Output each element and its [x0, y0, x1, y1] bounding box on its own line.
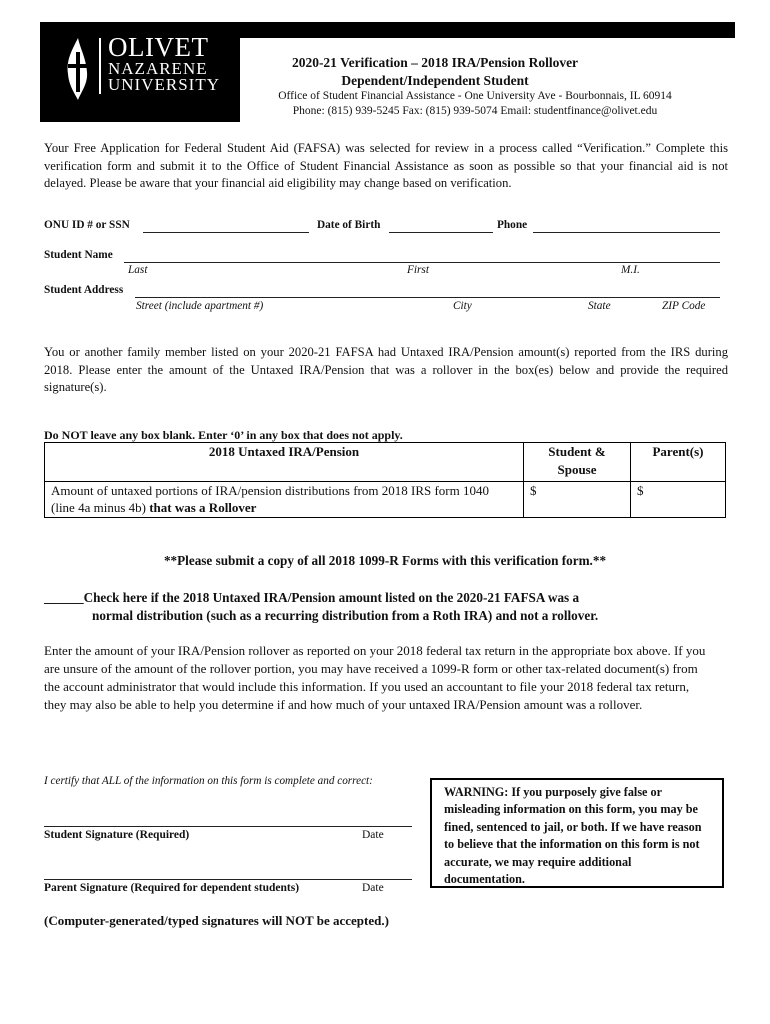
- col-header-student-spouse: Student & Spouse: [524, 443, 631, 482]
- office-contact: Phone: (815) 939-5245 Fax: (815) 939-5074 Email: studentfinance@olivet.edu: [292, 105, 658, 117]
- student-address-field[interactable]: [135, 297, 720, 298]
- intro-paragraph: Your Free Application for Federal Student Aid (FAFSA) was selected for review in a process called “Verification.” Complete this verification form and submit it to the Office of Student Financial Assistance as soon as possible so that your financial aid is not delayed. Please be aware that your financial aid eligibility may change based on verification.: [44, 141, 728, 190]
- dob-field[interactable]: [389, 232, 493, 233]
- student-date-label: Date: [362, 829, 384, 841]
- typed-signature-note: (Computer-generated/typed signatures will NOT be accepted.): [44, 913, 389, 928]
- phone-field[interactable]: [533, 232, 720, 233]
- checkbox-line-2: normal distribution (such as a recurring distribution from a Roth IRA) and not a rollover.: [92, 608, 599, 623]
- logo-line-1: OLIVET: [108, 32, 209, 62]
- parent-date-label: Date: [362, 882, 384, 894]
- phone-label: Phone: [497, 219, 528, 231]
- logo-line-3: UNIVERSITY: [108, 75, 220, 94]
- student-signature-line[interactable]: [44, 826, 412, 827]
- ira-pension-table: [44, 442, 726, 518]
- name-last-caption: Last: [128, 264, 148, 276]
- onu-id-label: ONU ID # or SSN: [44, 219, 130, 231]
- checkbox-blank[interactable]: ______: [44, 590, 84, 605]
- name-first-caption: First: [407, 264, 429, 276]
- student-address-label: Student Address: [44, 284, 124, 296]
- parent-signature-line[interactable]: [44, 879, 412, 880]
- table-row: [45, 482, 726, 518]
- name-mi-caption: M.I.: [621, 264, 640, 276]
- row-label-cell: [45, 482, 524, 518]
- form-title: 2020-21 Verification – 2018 IRA/Pension Rollover: [291, 55, 579, 70]
- student-name-label: Student Name: [44, 249, 113, 261]
- addr-state-caption: State: [588, 300, 611, 312]
- dob-label: Date of Birth: [317, 219, 381, 231]
- addr-city-caption: City: [453, 300, 472, 312]
- submit-note: **Please submit a copy of all 2018 1099-R Forms with this verification form.**: [163, 553, 607, 568]
- certify-statement: I certify that ALL of the information on this form is complete and correct:: [44, 775, 373, 787]
- normal-distribution-checkbox[interactable]: [44, 590, 579, 606]
- addr-street-caption: Street (include apartment #): [136, 300, 264, 312]
- logo-line-2: NAZARENE: [108, 59, 208, 78]
- rollover-paragraph: You or another family member listed on your 2020-21 FAFSA had Untaxed IRA/Pension amount(s) reported from the IRS during 2018. Please enter the amount of the Untaxed IRA/Pension that was a rollover in the box(es) below and provide the required signature(s).: [44, 345, 728, 394]
- parent-signature-label: Parent Signature (Required for dependent students): [44, 882, 300, 894]
- student-spouse-amount-input[interactable]: $: [524, 482, 631, 518]
- cross-flame-icon: [62, 38, 92, 100]
- row-label: Amount of untaxed portions of IRA/pension distributions from 2018 IRS form 1040 (line 4a minus 4b): [51, 483, 490, 515]
- logo-divider: [99, 38, 101, 94]
- checkbox-line-1: Check here if the 2018 Untaxed IRA/Pension amount listed on the 2020-21 FAFSA was a: [83, 590, 580, 605]
- student-signature-label: Student Signature (Required): [44, 829, 190, 841]
- col-header-untaxed: 2018 Untaxed IRA/Pension: [45, 443, 524, 482]
- row-label-bold: that was a Rollover: [149, 500, 257, 515]
- table-instruction: Do NOT leave any box blank. Enter ‘0’ in any box that does not apply.: [44, 428, 403, 442]
- instructions-paragraph: Enter the amount of your IRA/Pension rollover as reported on your 2018 federal tax return in the appropriate box above. If you are unsure of the amount of the rollover portion, you may have received a 1099-R form or other tax-related document(s) from the account administrator that would include this information. If you used an accountant to file your 2018 federal tax return, they may also be able to help you determine if and how much of your untaxed IRA/Pension amount was a rollover.: [44, 643, 706, 712]
- form-subtitle: Dependent/Independent Student: [341, 73, 529, 88]
- onu-id-field[interactable]: [143, 232, 309, 233]
- warning-box: WARNING: If you purposely give false or misleading information on this form, you may be fined, sentenced to jail, or both. If we have reason to believe that the information on this form is not accurate, we may require additional documentation.: [430, 778, 724, 888]
- parents-amount-input[interactable]: $: [631, 482, 726, 518]
- addr-zip-caption: ZIP Code: [662, 300, 706, 312]
- office-address: Office of Student Financial Assistance - One University Ave - Bourbonnais, IL 60914: [278, 90, 672, 102]
- col-header-parents: Parent(s): [631, 443, 726, 482]
- student-name-field[interactable]: [124, 262, 720, 263]
